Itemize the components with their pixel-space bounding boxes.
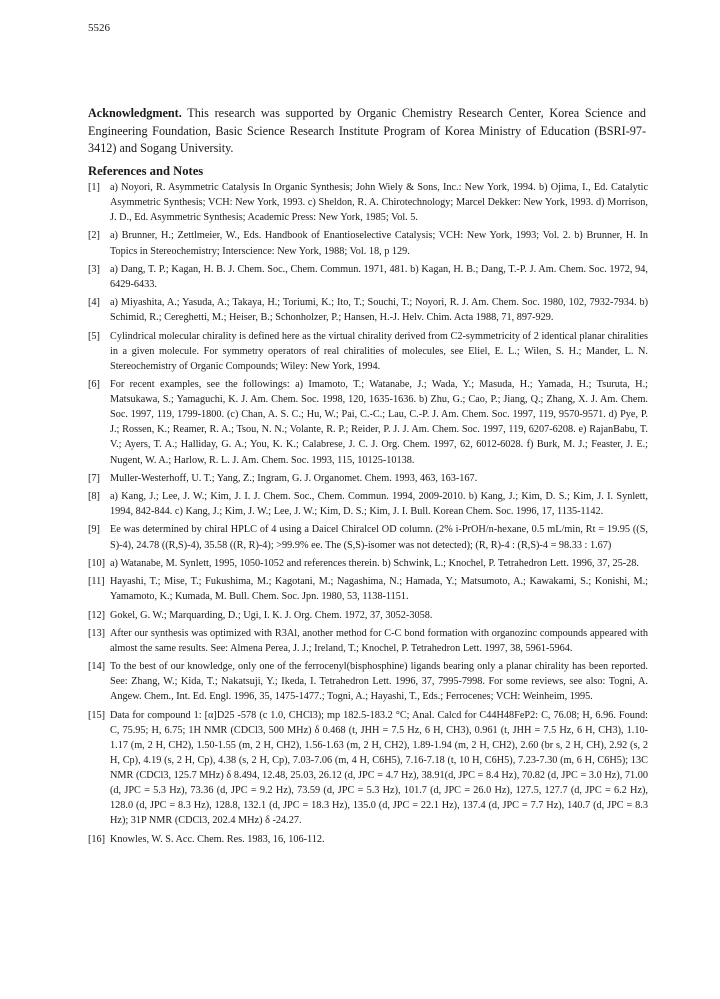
page-number: 5526 bbox=[88, 22, 110, 34]
reference-item bbox=[88, 295, 648, 325]
acknowledgment-text: This research was supported by Organic Chemistry Research Center, Korea Science and Engineering Foundation, Basic Science Research Institute Program of Korea Ministry of Education (BSRI-97-3412) and Sogang University. bbox=[88, 106, 647, 155]
reference-item bbox=[88, 556, 648, 571]
references-title: References and Notes bbox=[88, 164, 204, 178]
reference-number: [13] bbox=[88, 627, 106, 639]
reference-number: [3] bbox=[88, 263, 100, 275]
reference-number: [4] bbox=[88, 297, 100, 309]
reference-number: [14] bbox=[88, 661, 106, 673]
reference-item bbox=[88, 228, 648, 258]
reference-number: [6] bbox=[88, 379, 100, 391]
reference-number: [15] bbox=[88, 709, 106, 721]
reference-text: Hayashi, T.; Mise, T.; Fukushima, M.; Kagotani, M.; Nagashima, N.; Hamada, Y.; Matsumoto, A.; Kawakami, S.; Konishi, M.; Yamamoto, K.; Kumada, M. Bull. Chem. Soc. Jpn. 1980, 53, 1138-1151. bbox=[110, 576, 648, 603]
reference-item bbox=[88, 574, 648, 604]
reference-text: a) Kang, J.; Lee, J. W.; Kim, J. I. J. Chem. Soc., Chem. Commun. 1994, 2009-2010. b) Kang, J.; Kim, D. S.; Kim, J. I. Synlett, 1994, 842-844. c) Kang, J.; Kim, J. W.; Lee, J. W.; Kim, D. S.; Kim, J. I. Bull. Korean Chem. Soc. 1996, 17, 1135-1142. bbox=[110, 491, 648, 518]
reference-item bbox=[88, 262, 648, 292]
reference-list bbox=[88, 180, 648, 850]
reference-text: After our synthesis was optimized with R3Al, another method for C-C bond formation with organozinc compounds appeared with almost the same results. See: Almena Perea, J. J.; Ireland, T.; Knochel, P. Tetrahedron Lett. 1997, 38, 5961-5964. bbox=[110, 627, 648, 654]
reference-number: [5] bbox=[88, 330, 100, 342]
reference-text: To the best of our knowledge, only one of the ferrocenyl(bisphosphine) ligands bearing only a planar chirality has been reported. See: Zhang, W.; Kida, T.; Nakatsuji, Y.; Ikeda, I. Tetrahedron Lett. 1996, 37, 7995-7998. For some reviews, see also: Togni, A. Angew. Chem., Int. Ed. Engl. 1996, 35, 1475-1477.; Togni, A.; Hayashi, T., Eds.; Ferrocenes; VCH: Weinheim, 1995. bbox=[110, 661, 648, 703]
reference-number: [16] bbox=[88, 833, 106, 845]
reference-item bbox=[88, 659, 648, 704]
reference-text: Ee was determined by chiral HPLC of 4 using a Daicel Chiralcel OD column. (2% i-PrOH/n-hexane, 0.5 mL/min, Rt = 19.95 ((S, S)-4), 24.78 ((R,S)-4), 35.58 ((R, R)-4); >99.9% ee. The (S,S)-isomer was not detected); (R, R)-4 : (R,S)-4 = 98.33 : 1.67) bbox=[110, 524, 648, 551]
reference-text: Gokel, G. W.; Marquarding, D.; Ugi, I. K. J. Org. Chem. 1972, 37, 3052-3058. bbox=[110, 609, 433, 621]
reference-text: Muller-Westerhoff, U. T.; Yang, Z.; Ingram, G. J. Organomet. Chem. 1993, 463, 163-167. bbox=[110, 472, 478, 484]
reference-text: a) Brunner, H.; Zettlmeier, W., Eds. Handbook of Enantioselective Catalysis; VCH: New York, 1993; Vol. 2. b) Brunner, H. In Topics in Stereochemistry; Interscience: New York, 1988; Vol. 18, p 129. bbox=[110, 230, 648, 257]
reference-item bbox=[88, 608, 648, 623]
acknowledgment-heading: Acknowledgment. bbox=[88, 106, 182, 120]
acknowledgment bbox=[88, 105, 646, 158]
reference-text: a) Noyori, R. Asymmetric Catalysis In Organic Synthesis; John Wiely & Sons, Inc.: New York, 1994. b) Ojima, I., Ed. Catalytic Asymmetric Synthesis; VCH: New York, 1993. c) Sheldon, R. A. Chirotechnology; Marcel Dekker: New York, 1993. d) Morrison, J. D., Ed. Asymmetric Synthesis; Academic Press: New York, 1985; Vol. 5. bbox=[110, 182, 648, 224]
reference-number: [7] bbox=[88, 472, 100, 484]
reference-text: For recent examples, see the followings: a) Imamoto, T.; Watanabe, J.; Wada, Y.; Masuda, H.; Yamada, H.; Tsuruta, H.; Matsukawa, S.; Yamaguchi, K. J. Am. Chem. Soc. 1998, 120, 1635-1636. b) Zhu, G.; Cao, P.; Jiang, Q.; Zhang, X. J. Am. Chem. Soc. 1997, 119, 1799-1800. (c) Chan, A. S. C.; Hu, W.; Pai, C.-C.; Lau, C.-P. J. Am. Chem. Soc. 1997, 119, 9570-9571. d) Pye, P. J.; Rossen, K.; Reamer, R. A.; Tsou, N. N.; Volante, R. P.; Reider, P. J. J. Am. Chem. Soc. 1997, 119, 6207-6208. e) RajanBabu, T. V.; Ayers, T. A.; Halliday, G. A.; You, K. K.; Calabrese, J. C. J. Org. Chem. 1997, 62, 6012-6028. f) Burk, M. J.; Feaster, J. E.; Nugent, W. A.; Harlow, R. L. J. Am. Chem. Soc. 1993, 115, 10125-10138. bbox=[110, 379, 648, 466]
reference-item bbox=[88, 522, 648, 552]
reference-item bbox=[88, 329, 648, 374]
reference-item bbox=[88, 180, 648, 225]
reference-text: Cylindrical molecular chirality is defined here as the virtual chirality derived from C2-symmetricity of 2 identical planar chiralities in a given molecule. For symmetry operators of real chiralities of molecules, see Eliel, E. L.; Wilen, S. H.; Mander, L. N. Stereochemistry of Organic Compounds; Wiley: New York, 1994. bbox=[110, 330, 648, 372]
reference-item bbox=[88, 489, 648, 519]
reference-text: a) Dang, T. P.; Kagan, H. B. J. Chem. Soc., Chem. Commun. 1971, 481. b) Kagan, H. B.; Dang, T.-P. J. Am. Chem. Soc. 1972, 94, 6429-6433. bbox=[110, 263, 648, 290]
reference-number: [1] bbox=[88, 182, 100, 193]
reference-item bbox=[88, 832, 648, 847]
reference-item bbox=[88, 471, 648, 486]
reference-number: [2] bbox=[88, 230, 100, 242]
reference-item bbox=[88, 377, 648, 468]
reference-number: [12] bbox=[88, 609, 106, 621]
reference-text: Knowles, W. S. Acc. Chem. Res. 1983, 16, 106-112. bbox=[110, 833, 325, 845]
reference-number: [11] bbox=[88, 576, 105, 588]
reference-item bbox=[88, 708, 648, 829]
reference-number: [10] bbox=[88, 557, 106, 569]
reference-text: a) Miyashita, A.; Yasuda, A.; Takaya, H.; Toriumi, K.; Ito, T.; Souchi, T.; Noyori, R. J. Am. Chem. Soc. 1980, 102, 7932-7934. b) Schimid, R.; Cereghetti, M.; Heiser, B.; Schonholzer, P.; Hansen, H.-J. Helv. Chim. Acta 1988, 71, 897-929. bbox=[110, 297, 648, 324]
reference-number: [9] bbox=[88, 524, 100, 536]
reference-item bbox=[88, 626, 648, 656]
reference-number: [8] bbox=[88, 491, 100, 503]
reference-text: Data for compound 1: [α]D25 -578 (c 1.0, CHCl3); mp 182.5-183.2 °C; Anal. Calcd for C44H48FeP2: C, 76.08; H, 6.96. Found: C, 75.95; H, 6.75; 1H NMR (CDCl3, 500 MHz) δ 0.468 (t, JHH = 7.5 Hz, 6 H, CH3), 0.961 (t, JHH = 7.5 Hz, 6 H, CH3), 1.10-1.17 (m, 2 H, CH2), 1.50-1.55 (m, 2 H, CH2), 1.56-1.63 (m, 2 H, CH2), 1.89-1.94 (m, 2 H, CH2), 2.60 (br s, 2 H, CH), 2.92 (s, 2 H, Cp), 4.19 (s, 2 H, Cp), 4.38 (s, 2 H, Cp), 7.03-7.06 (m, 4 H, C6H5), 7.16-7.18 (t, 10 H, C6H5), 7.23-7.30 (m, 6 H, C6H5); 13C NMR (CDCl3, 125.7 MHz) δ 8.494, 12.48, 25.03, 26.12 (d, JPC = 4.7 Hz), 38.91(d, JPC = 8.4 Hz), 70.82 (d, JPC = 3.0 Hz), 71.00 (d, JPC = 5.3 Hz), 73.36 (d, JPC = 9.2 Hz), 73.59 (d, JPC = 5.3 Hz), 101.7 (d, JPC = 26.0 Hz), 127.5, 127.7 (d, JPC = 6.2 Hz), 128.0 (d, JPC = 8.3 Hz), 128.8, 132.1 (d, JPC = 18.3 Hz), 135.0 (d, JPC = 22.1 Hz), 137.4 (d, JPC = 7.7 Hz), 140.7 (d, JPC = 8.3 Hz); 31P NMR (CDCl3, 202.4 MHz) δ -24.27. bbox=[110, 709, 648, 827]
reference-text: a) Watanabe, M. Synlett, 1995, 1050-1052 and references therein. b) Schwink, L.; Knochel, P. Tetrahedron Lett. 1996, 37, 25-28. bbox=[110, 557, 639, 569]
